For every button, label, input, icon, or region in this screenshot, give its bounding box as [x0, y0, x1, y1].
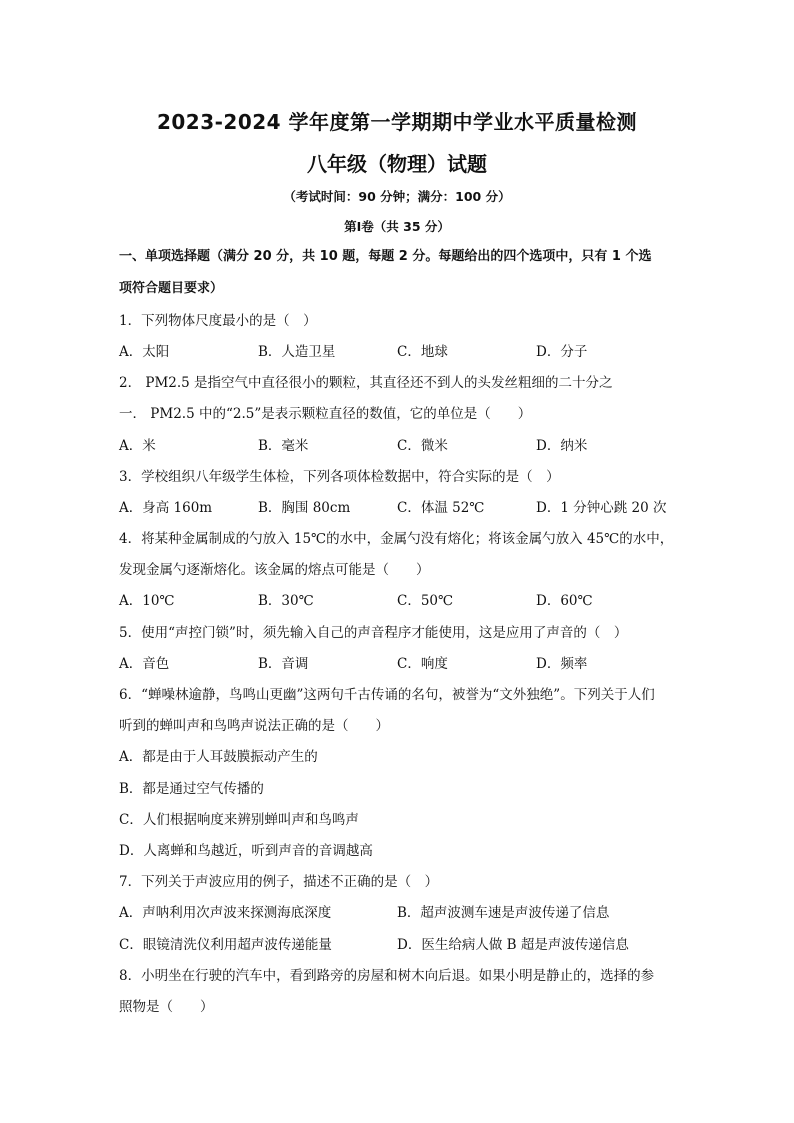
option-2a: A．米	[119, 438, 156, 454]
section-heading-cont: 项符合题目要求）	[119, 281, 224, 296]
option-3a: A．身高 160m	[119, 500, 213, 516]
question-4: 4．将某种金属制成的勺放入 15℃的水中，金属勺没有熔化；将该金属勺放入 45℃的水中，	[119, 531, 674, 547]
question-8: 8．小明坐在行驶的汽车中，看到路旁的房屋和树木向后退。如果小明是静止的，选择的参	[119, 968, 655, 984]
option-1c: C．地球	[397, 344, 448, 360]
option-5c: C．响度	[397, 656, 448, 672]
option-6d: D．人离蝉和鸟越近，听到声音的音调越高	[119, 843, 373, 859]
question-2: 2． PM2.5 是指空气中直径很小的颗粒，其直径还不到人的头发丝粗细的二十分之	[119, 375, 613, 391]
option-6b: B．都是通过空气传播的	[119, 781, 264, 797]
option-5a: A．音色	[119, 656, 170, 672]
option-4c: C．50℃	[397, 593, 454, 609]
option-7d: D．医生给病人做 B 超是声波传递信息	[397, 937, 629, 953]
question-6-cont: 听到的蝉叫声和鸟鸣声说法正确的是（ ）	[119, 718, 389, 734]
question-8-cont: 照物是（ ）	[119, 999, 214, 1015]
question-7: 7．下列关于声波应用的例子，描述不正确的是（ ）	[119, 874, 439, 890]
exam-title: 2023-2024 学年度第一学期期中学业水平质量检测	[156, 110, 638, 134]
option-4d: D．60℃	[536, 593, 593, 609]
option-1b: B．人造卫星	[258, 344, 336, 360]
option-5b: B．音调	[258, 656, 309, 672]
option-7b: B．超声波测车速是声波传递了信息	[397, 905, 610, 921]
option-3b: B．胸围 80cm	[258, 500, 351, 516]
option-3c: C．体温 52℃	[397, 500, 485, 516]
option-6a: A．都是由于人耳鼓膜振动产生的	[119, 749, 318, 765]
exam-info: （考试时间：90 分钟；满分：100 分）	[283, 189, 511, 204]
option-4a: A．10℃	[119, 593, 175, 609]
option-2b: B．毫米	[258, 438, 309, 454]
section-heading: 一、单项选择题（满分 20 分，共 10 题，每题 2 分。每题给出的四个选项中，只有 1 个选	[119, 249, 652, 264]
option-7c: C．眼镜清洗仪利用超声波传递能量	[119, 937, 332, 953]
option-1a: A．太阳	[119, 344, 170, 360]
question-5: 5．使用“声控门锁”时，须先输入自己的声音程序才能使用，这是应用了声音的（ ）	[119, 625, 628, 641]
volume-label: 第Ⅰ卷（共 35 分）	[344, 219, 450, 234]
option-4b: B．30℃	[258, 593, 314, 609]
option-1d: D．分子	[536, 344, 588, 360]
question-1: 1．下列物体尺度最小的是（ ）	[119, 313, 317, 329]
exam-subtitle: 八年级（物理）试题	[307, 152, 487, 176]
option-2c: C．微米	[397, 438, 448, 454]
question-3: 3．学校组织八年级学生体检，下列各项体检数据中，符合实际的是（ ）	[119, 469, 560, 485]
option-3d: D．1 分钟心跳 20 次	[536, 500, 667, 516]
option-6c: C．人们根据响度来辨别蝉叫声和鸟鸣声	[119, 812, 359, 828]
option-7a: A．声呐利用次声波来探测海底深度	[119, 905, 332, 921]
question-6: 6．“蝉噪林逾静，鸟鸣山更幽”这两句千古传诵的名句，被誉为“文外独绝”。下列关于人们	[119, 687, 655, 703]
question-2-cont: 一． PM2.5 中的“2.5”是表示颗粒直径的数值，它的单位是（ ）	[119, 406, 532, 422]
option-5d: D．频率	[536, 656, 588, 672]
option-2d: D．纳米	[536, 438, 588, 454]
question-4-cont: 发现金属勺逐渐熔化。该金属的熔点可能是（ ）	[119, 562, 430, 578]
